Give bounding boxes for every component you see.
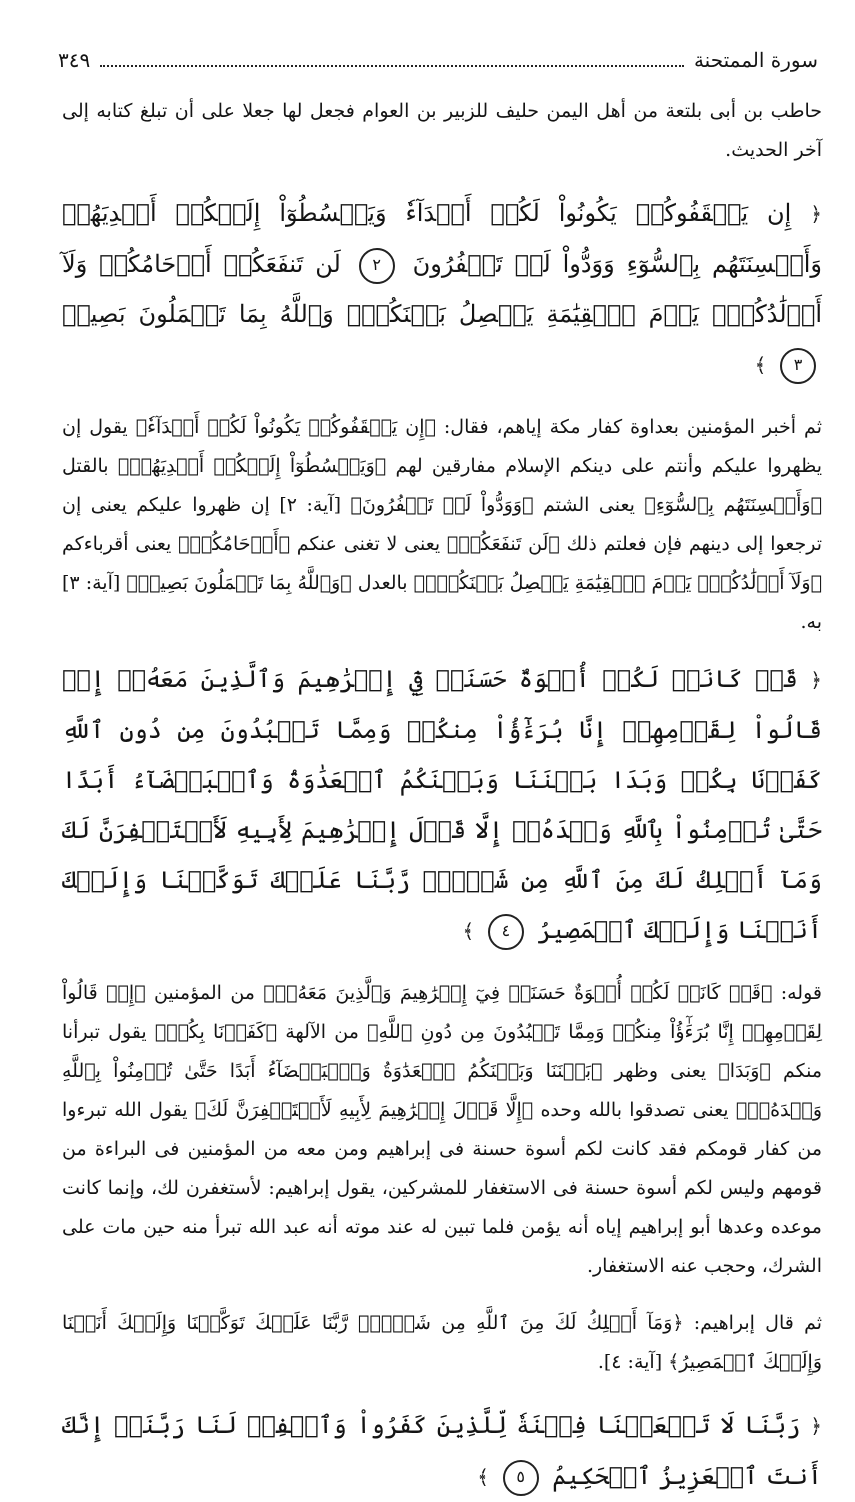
ornate-bracket-close: ﴾ bbox=[477, 1465, 489, 1489]
ayah-number-marker: ٢ bbox=[359, 248, 395, 284]
running-header bbox=[58, 42, 818, 78]
verse-text: قَدۡ كَانَتۡ لَكُمۡ أُسۡوَةٌ حَسَنَةٞ فِيٓ إِبۡرَٰهِيمَ وَٱلَّذِينَ مَعَهُۥٓ إِذۡ قَالُواْ لِقَوۡمِهِمۡ إِنَّا بُرَءَٰٓؤُاْ مِنكُمۡ وَمِمَّا تَعۡبُدُونَ مِن دُونِ ٱللَّهِ كَفَرۡنَا بِكُمۡ وَبَدَا بَيۡنَنَا وَبَيۡنَكُمُ ٱلۡعَدَٰوَةُ وَٱلۡبَغۡضَآءُ أَبَدًا حَتَّىٰ تُؤۡمِنُواْ بِٱللَّهِ وَحۡدَهُۥٓ إِلَّا قَوۡلَ إِبۡرَٰهِيمَ لِأَبِيهِ لَأَسۡتَغۡفِرَنَّ لَكَ وَمَآ أَمۡلِكُ لَكَ مِنَ ٱللَّهِ مِن شَيۡءٖۖ رَّبَّنَا عَلَيۡكَ تَوَكَّلۡنَا وَإِلَيۡكَ أَنَبۡنَا وَإِلَيۡكَ ٱلۡمَصِيرُ bbox=[62, 665, 822, 944]
page-number: ٣٤٩ bbox=[58, 48, 91, 72]
commentary-paragraph: حاطب بن أبى بلتعة من أهل اليمن حليف للزبير بن العوام فجعل لها جعلا على أن تبلغ كتابه إلى آخر الحديث. bbox=[62, 100, 822, 161]
quran-verse-block bbox=[62, 654, 822, 956]
ornate-bracket-open: ﴿ bbox=[810, 202, 822, 226]
ayah-number-marker: ٥ bbox=[503, 1460, 539, 1496]
verse-text: إِن يَثۡقَفُوكُمۡ يَكُونُواْ لَكُمۡ أَعۡدَآءٗ وَيَبۡسُطُوٓاْ إِلَيۡكُمۡ أَيۡدِيَهُمۡ وَأَلۡسِنَتَهُم بِٱلسُّوٓءِ وَوَدُّواْ لَوۡ تَكۡفُرُونَ bbox=[62, 199, 822, 278]
commentary-paragraph: ثم قال إبراهيم: ﴿وَمَآ أَمۡلِكُ لَكَ مِنَ ٱللَّهِ مِن شَيۡءٖۖ رَّبَّنَا عَلَيۡكَ تَوَكَّلۡنَا وَإِلَيۡكَ أَنَبۡنَا وَإِلَيۡكَ ٱلۡمَصِيرُ﴾ [آية: ٤]. bbox=[62, 1312, 823, 1373]
surah-title: سورة الممتحنة bbox=[693, 48, 818, 72]
ornate-bracket-close: ﴾ bbox=[462, 919, 475, 943]
ornate-bracket-open: ﴿ bbox=[810, 1414, 822, 1438]
ornate-bracket-open: ﴿ bbox=[810, 668, 822, 692]
commentary-paragraph: قوله: ﴿قَدۡ كَانَتۡ لَكُمۡ أُسۡوَةٌ حَسَنَةٞ فِيٓ إِبۡرَٰهِيمَ وَٱلَّذِينَ مَعَهُۥٓ﴾ من المؤمنين ﴿إِذۡ قَالُواْ لِقَوۡمِهِمۡ إِنَّا بُرَءَٰٓؤُاْ مِنكُمۡ وَمِمَّا تَعۡبُدُونَ مِن دُونِ ٱللَّهِ﴾ من الآلهة ﴿كَفَرۡنَا بِكُمۡ﴾ يقول تبرأنا منكم ﴿وَبَدَا﴾ يعنى وظهر ﴿بَيۡنَنَا وَبَيۡنَكُمُ ٱلۡعَدَٰوَةُ وَٱلۡبَغۡضَآءُ أَبَدًا حَتَّىٰ تُؤۡمِنُواْ بِٱللَّهِ وَحۡدَهُۥٓ﴾ يعنى تصدقوا بالله وحده ﴿إِلَّا قَوۡلَ إِبۡرَٰهِيمَ لِأَبِيهِ لَأَسۡتَغۡفِرَنَّ لَكَ﴾ يقول الله تبرءوا من كفار قومكم فقد كانت لكم أسوة حسنة فى إبراهيم ومن معه من المؤمنين فى البراءة من قومهم وليس لكم أسوة حسنة فى الاستغفار للمشركين، يقول إبراهيم: لأستغفرن لك، وإنما كانت موعده وعدها أبو إبراهيم إياه أنه يؤمن فلما تبين له عند موته أنه عبد الله تبرأ منه حين مات على الشرك، وحجب عنه الاستغفار. bbox=[62, 982, 822, 1277]
ayah-number-marker: ٣ bbox=[780, 348, 816, 384]
quran-verse-block bbox=[62, 188, 822, 390]
ornate-bracket-close: ﴾ bbox=[754, 353, 767, 377]
ayah-number-marker: ٤ bbox=[488, 914, 524, 950]
verse-text: رَبَّنَا لَا تَجۡعَلۡنَا فِتۡنَةٗ لِّلَّذِينَ كَفَرُواْ وَٱغۡفِرۡ لَنَا رَبَّنَآۖ إِنَّكَ أَنتَ ٱلۡعَزِيزُ ٱلۡحَكِيمُ bbox=[62, 1411, 822, 1490]
commentary-paragraph: ثم أخبر المؤمنين بعداوة كفار مكة إياهم، فقال: ﴿إِن يَثۡقَفُوكُمۡ يَكُونُواْ لَكُمۡ أَعۡدَآءٗ﴾ يقول إن يظهروا عليكم وأنتم على دينكم الإسلام مفارقين لهم ﴿وَيَبۡسُطُوٓاْ إِلَيۡكُمۡ أَيۡدِيَهُمۡ﴾ بالقتل ﴿وَأَلۡسِنَتَهُم بِٱلسُّوٓءِ﴾ يعنى الشتم ﴿وَوَدُّواْ لَوۡ تَكۡفُرُونَ﴾ [آية: ٢] إن ظهروا عليكم يعنى إن ترجعوا إلى دينهم فإن فعلتم ذلك ﴿لَن تَنفَعَكُمۡ﴾ يعنى لا تغنى عنكم ﴿أَرۡحَامُكُمۡ﴾ يعنى أقرباءكم ﴿وَلَآ أَوۡلَٰدُكُمۡۚ يَوۡمَ ٱلۡقِيَٰمَةِ يَفۡصِلُ بَيۡنَكُمۡۚ﴾ بالعدل ﴿وَٱللَّهُ بِمَا تَعۡمَلُونَ بَصِيرٞ﴾ [آية: ٣] به. bbox=[62, 416, 822, 633]
verse-text: لَن تَنفَعَكُمۡ أَرۡحَامُكُمۡ وَلَآ أَوۡلَٰدُكُمۡۚ يَوۡمَ ٱلۡقِيَٰمَةِ يَفۡصِلُ بَيۡنَكُمۡۚ وَٱللَّهُ بِمَا تَعۡمَلُونَ بَصِيرٞ bbox=[62, 250, 822, 328]
quran-verse-block bbox=[62, 1400, 822, 1502]
page-body bbox=[62, 92, 822, 1502]
header-dotted-leader bbox=[100, 65, 684, 67]
